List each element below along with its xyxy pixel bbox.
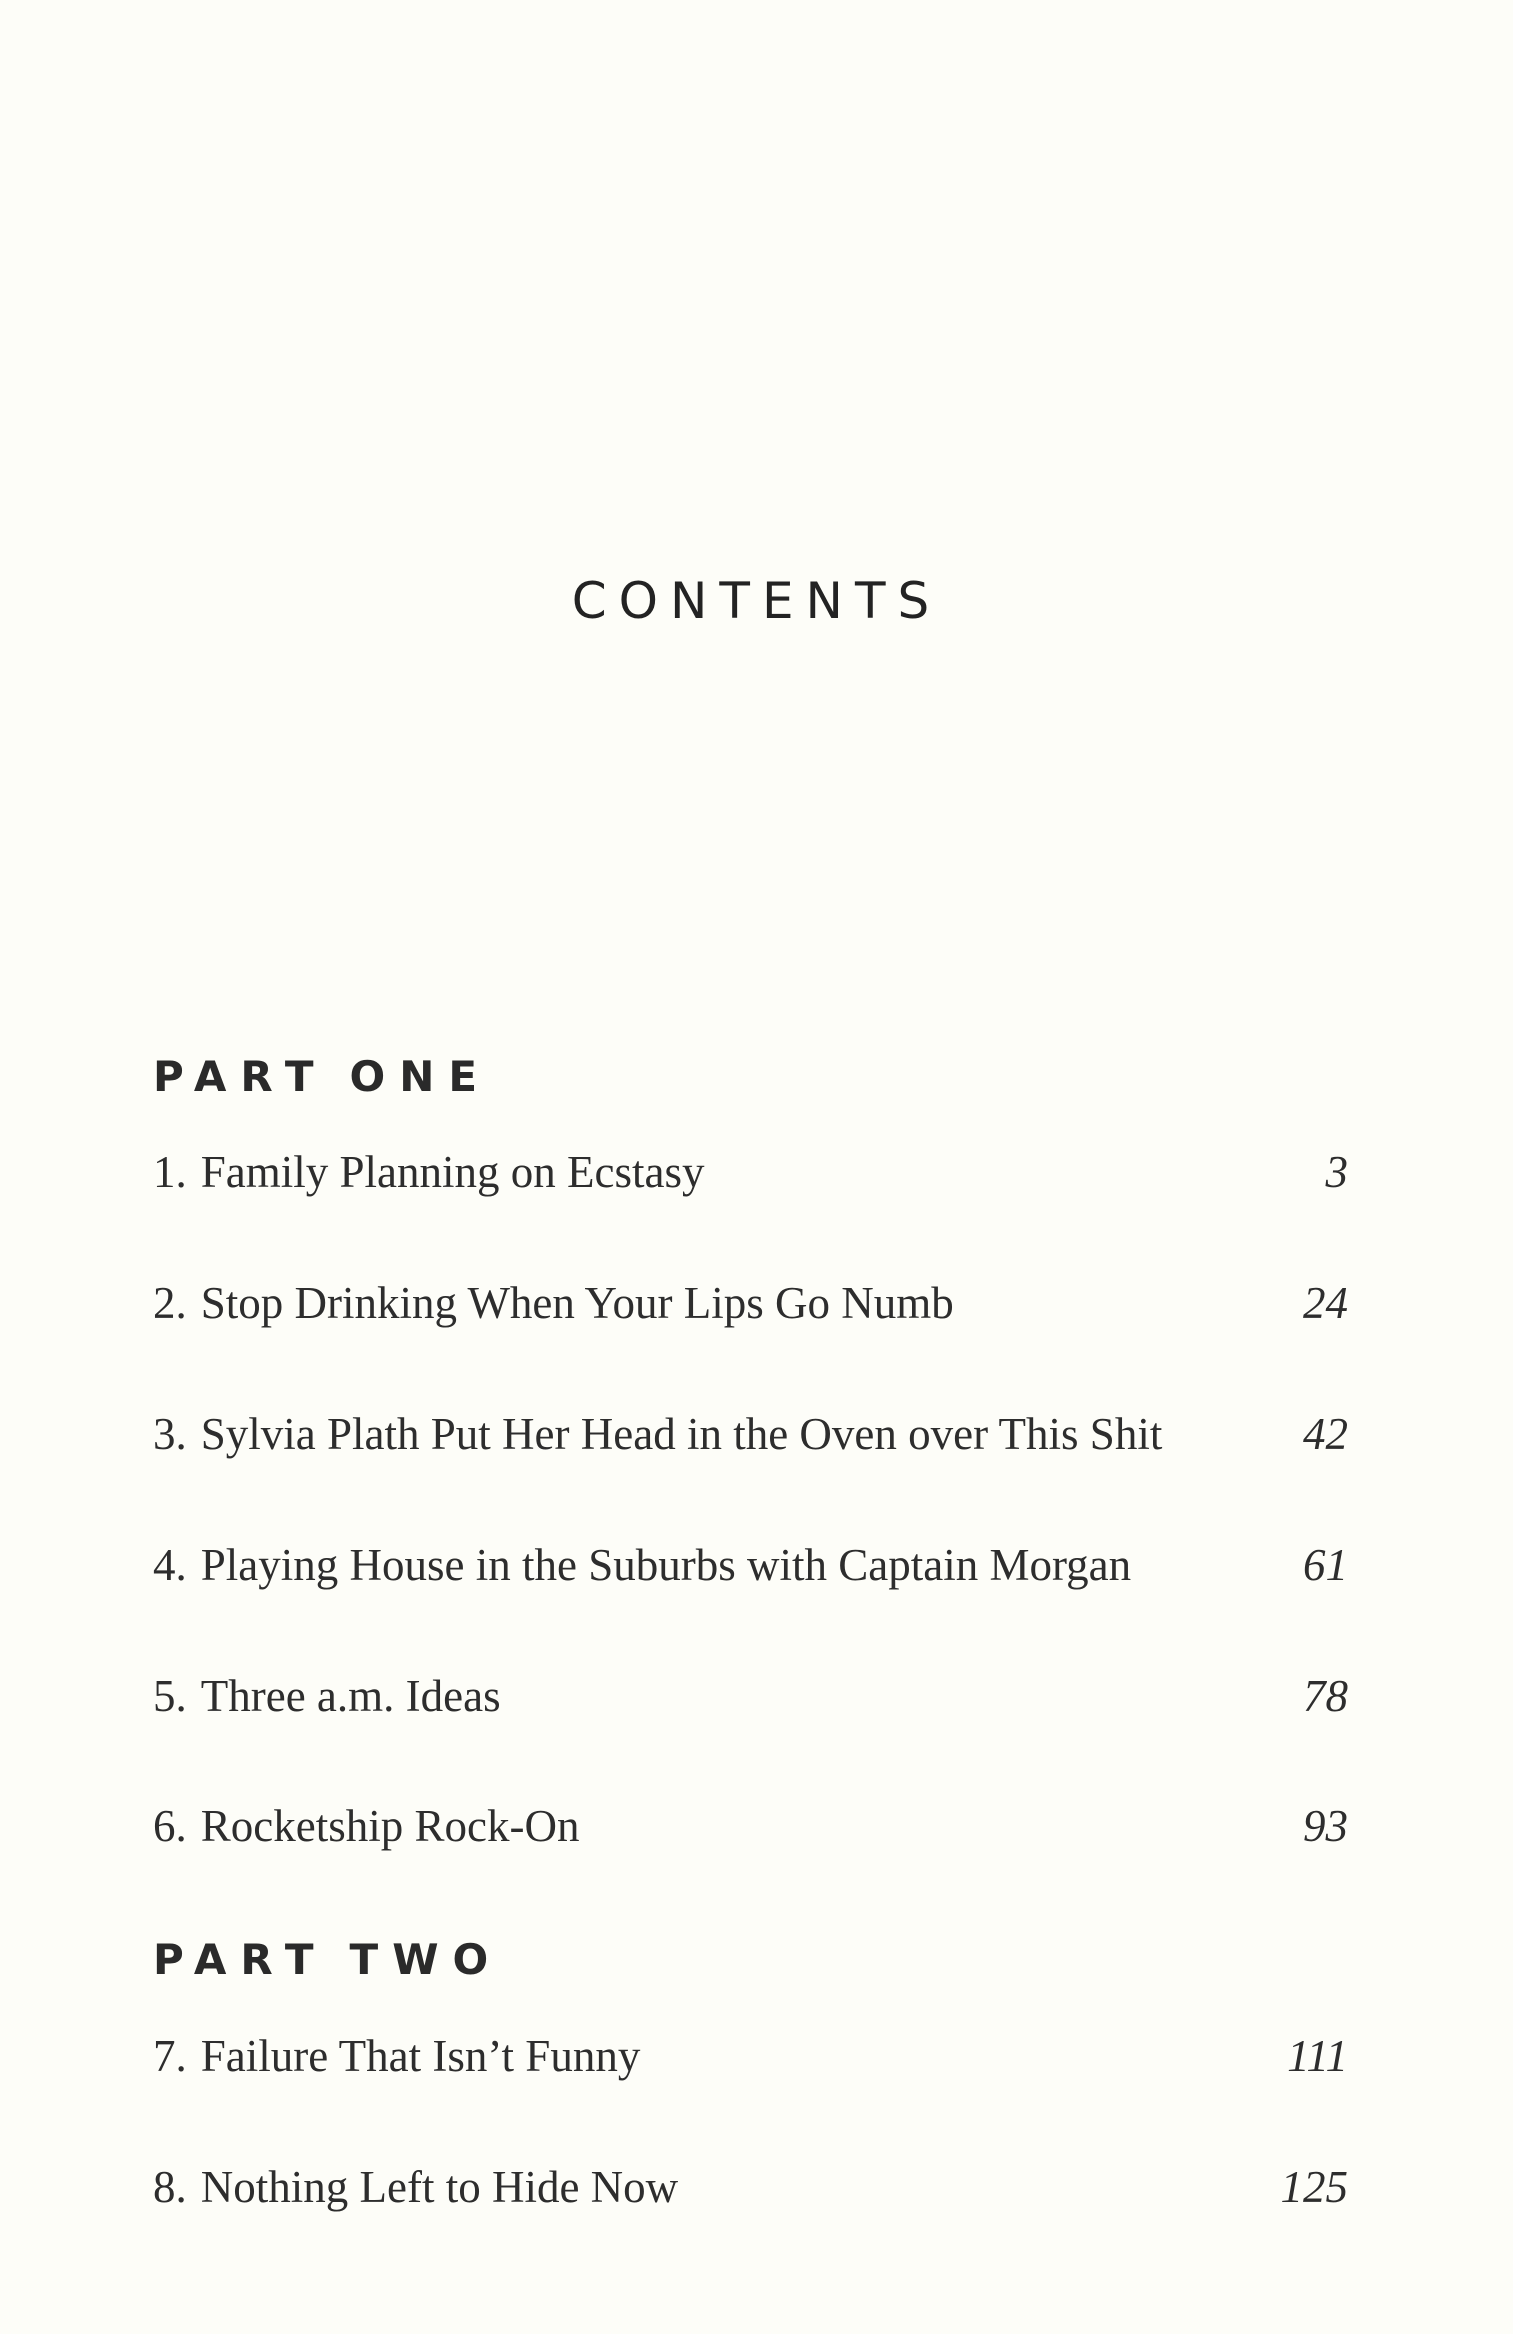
toc-entry-6[interactable] bbox=[153, 1800, 1348, 1860]
page-number: 93 bbox=[1303, 1801, 1348, 1851]
contents-heading: CONTENTS bbox=[571, 572, 942, 630]
chapter-number: 4. bbox=[153, 1540, 187, 1590]
chapter-title bbox=[153, 1146, 704, 1198]
part-two-heading bbox=[153, 1935, 502, 1984]
page-number: 78 bbox=[1303, 1671, 1348, 1721]
toc-entry-3[interactable] bbox=[153, 1408, 1348, 1468]
chapter-title-text: Sylvia Plath Put Her Head in the Oven over This Shit bbox=[200, 1409, 1163, 1459]
chapter-number: 2. bbox=[153, 1278, 187, 1328]
toc-entry-1[interactable] bbox=[153, 1146, 1348, 1206]
toc-entry-4[interactable] bbox=[153, 1539, 1348, 1599]
chapter-number: 1. bbox=[153, 1147, 187, 1197]
chapter-number: 3. bbox=[153, 1409, 187, 1459]
chapter-number: 6. bbox=[153, 1801, 187, 1851]
chapter-title bbox=[153, 1670, 501, 1722]
chapter-title-text: Three a.m. Ideas bbox=[200, 1671, 501, 1721]
page-number: 111 bbox=[1287, 2031, 1348, 2081]
chapter-title-text: Failure That Isn’t Funny bbox=[200, 2031, 641, 2081]
chapter-title-text: Playing House in the Suburbs with Captain Morgan bbox=[200, 1540, 1132, 1590]
toc-entry-8[interactable] bbox=[153, 2161, 1348, 2221]
part-label: PART bbox=[153, 1935, 328, 1984]
page-number: 3 bbox=[1325, 1147, 1348, 1197]
part-number: ONE bbox=[349, 1052, 492, 1101]
chapter-title bbox=[153, 1539, 1131, 1591]
chapter-title bbox=[153, 1800, 579, 1852]
part-number: TWO bbox=[349, 1935, 503, 1984]
toc-entry-2[interactable] bbox=[153, 1277, 1348, 1337]
toc-entry-7[interactable] bbox=[153, 2030, 1348, 2090]
chapter-title bbox=[153, 1408, 1162, 1460]
page-number: 24 bbox=[1303, 1278, 1348, 1328]
page-number: 125 bbox=[1280, 2162, 1348, 2212]
chapter-title bbox=[153, 1277, 954, 1329]
chapter-number: 5. bbox=[153, 1671, 187, 1721]
chapter-number: 7. bbox=[153, 2031, 187, 2081]
page-number: 42 bbox=[1303, 1409, 1348, 1459]
chapter-title-text: Nothing Left to Hide Now bbox=[200, 2162, 679, 2212]
part-label: PART bbox=[153, 1052, 328, 1101]
part-one-heading bbox=[153, 1052, 491, 1101]
chapter-number: 8. bbox=[153, 2162, 187, 2212]
chapter-title-text: Stop Drinking When Your Lips Go Numb bbox=[200, 1278, 954, 1328]
chapter-title-text: Family Planning on Ecstasy bbox=[200, 1147, 705, 1197]
chapter-title-text: Rocketship Rock-On bbox=[200, 1801, 580, 1851]
toc-entry-5[interactable] bbox=[153, 1670, 1348, 1730]
chapter-title bbox=[153, 2030, 640, 2082]
page-number: 61 bbox=[1303, 1540, 1348, 1590]
chapter-title bbox=[153, 2161, 678, 2213]
